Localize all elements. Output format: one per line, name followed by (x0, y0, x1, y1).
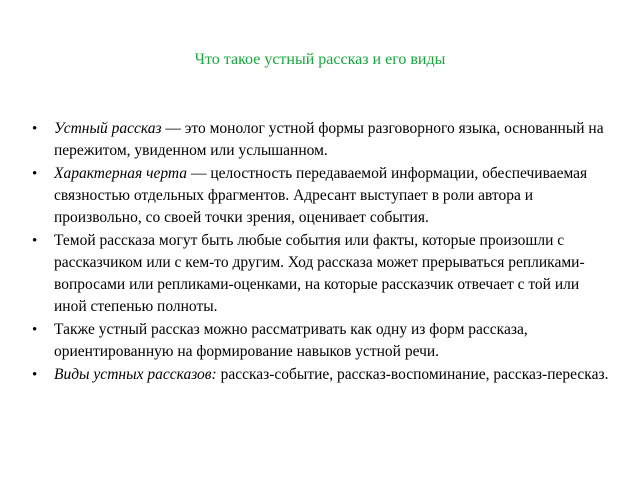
list-item (32, 163, 612, 229)
slide-title: Что такое устный рассказ и его виды (194, 51, 446, 68)
bullet-icon: • (32, 166, 38, 182)
list-item (32, 364, 612, 386)
bullet-icon: • (32, 322, 38, 338)
bullet-icon: • (32, 367, 38, 383)
list-item (32, 230, 612, 318)
list-item (32, 319, 612, 363)
bullet-text: Также устный рассказ можно рассматривать как одну из форм рассказа, ориентированную на формирование навыков устной речи. (54, 321, 528, 360)
bullet-icon: • (32, 121, 38, 137)
bullet-text: рассказ-событие, рассказ-воспоминание, рассказ-пересказ. (216, 366, 609, 383)
bullet-term: Устный рассказ (54, 120, 162, 137)
bullet-icon: • (32, 233, 38, 249)
bullet-term: Виды устных рассказов: (54, 366, 217, 383)
bullet-term: Характерная черта (54, 165, 188, 182)
bullet-text: Темой рассказа могут быть любые события или факты, которые произошли с рассказчиком или с кем-то другим. Ход рассказа может прерываться репликами-вопросами или репликами-оценками, на которые рассказчик отвечает с той или иной степенью полноты. (54, 232, 585, 315)
bullet-text: — это монолог устной формы разговорного языка, основанный на пережитом, увиденном или услышанном. (54, 120, 604, 159)
bullet-text: — целостность передаваемой информации, обеспечиваемая связностью отдельных фрагментов. Адресант выступает в роли автора и произвольно, со своей точки зрения, оценивает события. (54, 165, 588, 226)
bullet-list (32, 118, 612, 387)
list-item (32, 118, 612, 162)
